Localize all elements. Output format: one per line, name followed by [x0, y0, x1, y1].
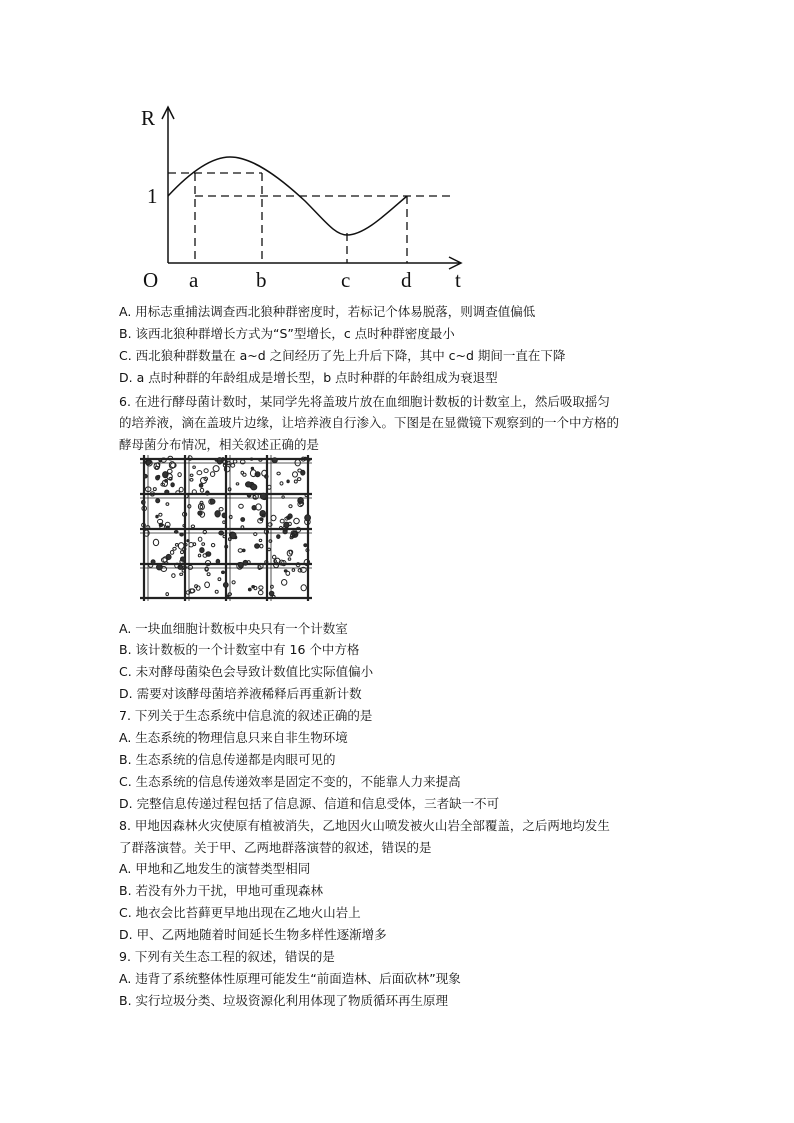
yeast-cell: [165, 490, 169, 494]
yeast-cell: [219, 531, 224, 535]
yeast-cell: [260, 518, 263, 521]
yeast-cell: [198, 511, 202, 515]
yeast-cell: [156, 499, 160, 503]
yeast-cell: [277, 535, 280, 539]
text-line: 的培养液，滴在盖玻片边缘，让培养液自行渗入。下图是在显微镜下观察到的一个中方格的: [119, 415, 620, 430]
text-line: 9. 下列有关生态工程的叙述，错误的是: [119, 949, 335, 964]
yeast-cell: [252, 506, 256, 510]
yeast-cell: [287, 480, 289, 483]
yeast-cell: [216, 559, 220, 563]
text-line: 8. 甲地因森林火灾使原有植被消失，乙地因火山喷发被火山岩全部覆盖，之后两地均发生: [119, 818, 610, 833]
yeast-cell: [230, 532, 236, 538]
text-line: D. 完整信息传递过程包括了信息源、信道和信息受体，三者缺一不可: [119, 796, 500, 811]
yeast-cell: [284, 570, 287, 572]
text-line: D. a 点时种群的年龄组成是增长型，b 点时种群的年龄组成为衰退型: [119, 370, 498, 385]
text-line: C. 未对酵母菌染色会导致计数值比实际值偏小: [119, 664, 374, 679]
text-line: 7. 下列关于生态系统中信息流的叙述正确的是: [119, 708, 373, 723]
yeast-cell: [159, 459, 162, 462]
yeast-cell: [248, 588, 251, 591]
text-line: B. 若没有外力干扰，甲地可重现森林: [119, 883, 324, 898]
yeast-cell: [142, 500, 146, 504]
yeast-cell: [206, 491, 210, 495]
yeast-cell: [157, 564, 163, 570]
yeast-cell: [251, 484, 257, 490]
yeast-cell: [304, 544, 307, 547]
yeast-cell: [171, 483, 174, 487]
yeast-cell: [284, 522, 289, 528]
point-label-c: c: [341, 268, 351, 292]
yeast-cell: [222, 571, 225, 574]
yeast-cell: [187, 540, 189, 542]
yeast-cell: [222, 513, 226, 518]
text-line: C. 地衣会比苔藓更早地出现在乙地火山岩上: [119, 905, 361, 920]
text-line: B. 该计数板的一个计数室中有 16 个中方格: [119, 642, 360, 657]
yeast-cell: [243, 560, 248, 565]
y-tick-1: 1: [147, 184, 158, 208]
point-label-b: b: [256, 268, 267, 292]
yeast-cell: [269, 591, 274, 596]
yeast-cell: [215, 511, 220, 517]
yeast-cell: [144, 474, 148, 478]
x-axis-label: t: [455, 268, 461, 292]
text-line: 了群落演替。关于甲、乙两地群落演替的叙述，错误的是: [119, 840, 432, 855]
text-line: B. 实行垃圾分类、垃圾资源化利用体现了物质循环再生原理: [119, 993, 449, 1008]
text-line: D. 需要对该酵母菌培养液稀释后再重新计数: [119, 686, 362, 701]
yeast-cell: [166, 526, 169, 529]
yeast-cell: [157, 475, 159, 478]
yeast-cell: [283, 530, 287, 534]
text-line: A. 生态系统的物理信息只来自非生物环境: [119, 730, 348, 745]
text-line: C. 生态系统的信息传递效率是固定不变的，不能靠人力来提高: [119, 774, 461, 789]
text-line: B. 生态系统的信息传递都是肉眼可见的: [119, 752, 336, 767]
yeast-cell: [242, 549, 245, 552]
text-line: C. 西北狼种群数量在 a~d 之间经历了先上升后下降，其中 c~d 期间一直在下降: [119, 348, 566, 363]
yeast-cell: [260, 511, 266, 517]
text-line: A. 违背了系统整体性原理可能发生“前面造林、后面砍林”现象: [119, 971, 461, 986]
text-line: A. 用标志重捕法调查西北狼种群密度时，若标记个体易脱落，则调查值偏低: [119, 304, 536, 319]
yeast-cell: [200, 548, 204, 553]
text-line: 酵母菌分布情况，相关叙述正确的是: [119, 437, 320, 452]
yeast-cell: [272, 458, 277, 463]
text-line: 6. 在进行酵母菌计数时，某同学先将盖玻片放在血细胞计数板的计数室上，然后吸取摇匀: [119, 394, 610, 409]
yeast-cell: [199, 484, 203, 488]
yeast-cell: [305, 515, 311, 521]
yeast-cell: [174, 531, 178, 534]
yeast-cell: [165, 480, 168, 483]
yeast-cell: [251, 467, 253, 469]
yeast-cell: [210, 499, 215, 504]
text-line: A. 一块血细胞计数板中央只有一个计数室: [119, 621, 348, 636]
text-line: A. 甲地和乙地发生的演替类型相同: [119, 861, 311, 876]
yeast-cell: [223, 583, 228, 588]
origin-label: O: [143, 268, 159, 292]
point-label-d: d: [401, 268, 412, 292]
text-line: D. 甲、乙两地随着时间延长生物多样性逐渐增多: [119, 927, 387, 942]
yeast-cell: [241, 518, 245, 522]
point-label-a: a: [189, 268, 199, 292]
hemocytometer-grid-figure: [140, 455, 312, 601]
yeast-cell: [260, 493, 266, 499]
y-axis-label: R: [141, 106, 156, 130]
r-curve-figure: [135, 95, 475, 295]
yeast-cell: [247, 494, 251, 497]
yeast-cell: [255, 544, 260, 549]
yeast-cell: [301, 470, 305, 475]
yeast-cell: [181, 557, 186, 561]
yeast-cell: [180, 533, 184, 536]
yeast-cell: [156, 515, 158, 518]
text-line: B. 该西北狼种群增长方式为“S”型增长，c 点时种群密度最小: [119, 326, 455, 341]
yeast-cell: [215, 459, 218, 461]
